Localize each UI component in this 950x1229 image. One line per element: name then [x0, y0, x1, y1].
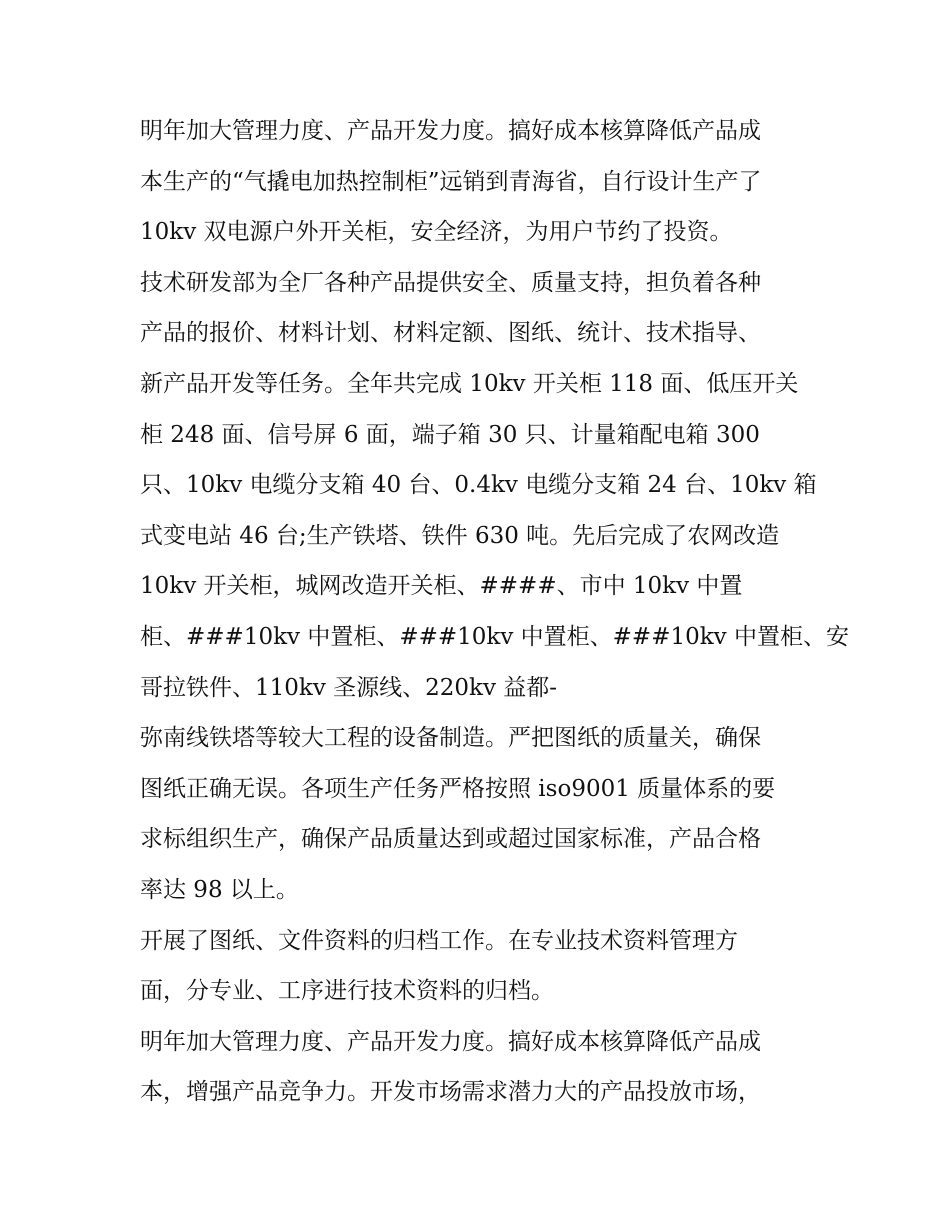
- text-line: 柜、###10kv 中置柜、###10kv 中置柜、###10kv 中置柜、安: [140, 623, 849, 650]
- text-line: 式变电站 46 台;生产铁塔、铁件 630 吨。先后完成了农网改造: [140, 522, 780, 549]
- text-line: 哥拉铁件、110kv 圣源线、220kv 益都-: [140, 674, 558, 701]
- text-line: 产品的报价、材料计划、材料定额、图纸、统计、技术指导、: [140, 320, 761, 347]
- text-line: 图纸正确无误。各项生产任务严格按照 iso9001 质量体系的要: [140, 775, 776, 802]
- text-line: 弥南线铁塔等较大工程的设备制造。严把图纸的质量关，确保: [140, 725, 761, 752]
- text-line: 技术研发部为全厂各种产品提供安全、质量支持，担负着各种: [140, 269, 761, 296]
- text-line: 新产品开发等任务。全年共完成 10kv 开关柜 118 面、低压开关: [140, 370, 799, 397]
- text-line: 面，分专业、工序进行技术资料的归档。: [140, 978, 554, 1005]
- text-line: 柜 248 面、信号屏 6 面，端子箱 30 只、计量箱配电箱 300: [140, 421, 760, 448]
- text-line: 求标组织生产，确保产品质量达到或超过国家标准，产品合格: [140, 826, 761, 853]
- text-line: 率达 98 以上。: [140, 876, 299, 903]
- text-line: 10kv 开关柜，城网改造开关柜、####、市中 10kv 中置: [140, 573, 743, 600]
- text-line: 本生产的“气撬电加热控制柜”远销到青海省，自行设计生产了: [140, 168, 762, 195]
- text-line: 明年加大管理力度、产品开发力度。搞好成本核算降低产品成: [140, 1028, 761, 1055]
- document-body: [140, 106, 849, 1118]
- text-line: 10kv 双电源户外开关柜，安全经济，为用户节约了投资。: [140, 219, 733, 246]
- text-line: 本，增强产品竞争力。开发市场需求潜力大的产品投放市场，: [140, 1079, 761, 1106]
- text-line: 明年加大管理力度、产品开发力度。搞好成本核算降低产品成: [140, 118, 761, 144]
- text-line: 开展了图纸、文件资料的归档工作。在专业技术资料管理方: [140, 927, 738, 954]
- text-line: 只、10kv 电缆分支箱 40 台、0.4kv 电缆分支箱 24 台、10kv 箱: [140, 472, 817, 499]
